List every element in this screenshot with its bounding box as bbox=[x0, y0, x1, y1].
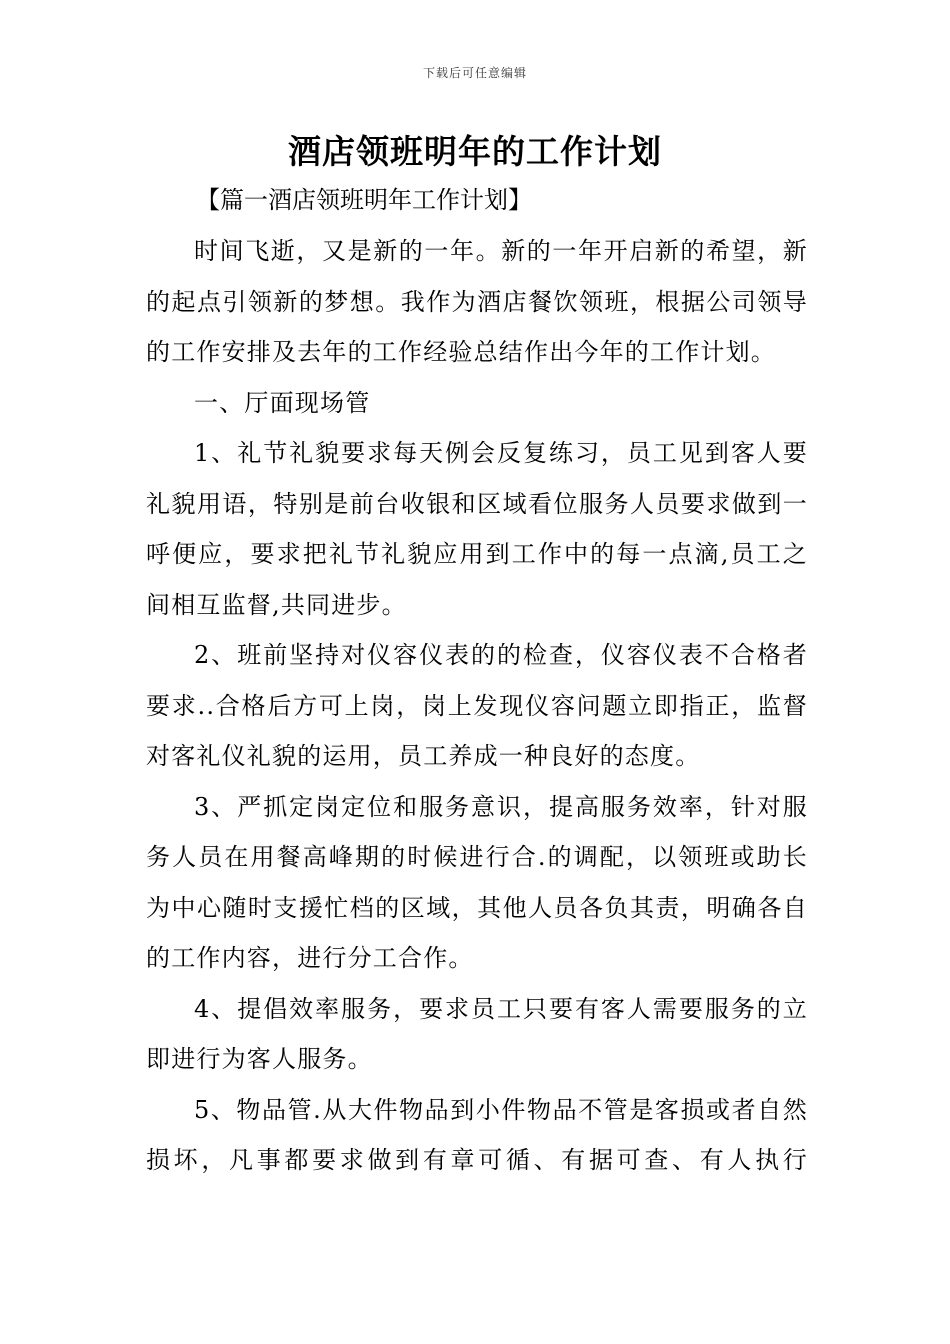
paragraph-item-1: 1、礼节礼貌要求每天例会反复练习，员工见到客人要礼貌用语，特别是前台收银和区域看位服务人员要求做到一呼便应，要求把礼节礼貌应用到工作中的每一点滴,员工之间相互监督,共同进步。 bbox=[146, 439, 808, 619]
section-subtitle: 【篇一酒店领班明年工作计划】 bbox=[196, 186, 532, 214]
paragraph-item-4: 4、提倡效率服务，要求员工只要有客人需要服务的立即进行为客人服务。 bbox=[146, 994, 808, 1073]
paragraph-item-2: 2、班前坚持对仪容仪表的的检查，仪容仪表不合格者要求..合格后方可上岗，岗上发现仪容问题立即指正，监督对客礼仪礼貌的运用，员工养成一种良好的态度。 bbox=[146, 641, 808, 770]
paragraph-item-3: 3、严抓定岗定位和服务意识，提高服务效率，针对服务人员在用餐高峰期的时候进行合.的调配，以领班或助长为中心随时支援忙档的区域，其他人员各负其责，明确各自的工作内容，进行分工合作。 bbox=[146, 792, 808, 972]
paragraph-item-5: 5、物品管.从大件物品到小件物品不管是客损或者自然损坏，凡事都要求做到有章可循、有据可查、有人执行 bbox=[146, 1095, 808, 1174]
paragraph-section-heading: 一、厅面现场管 bbox=[194, 388, 371, 417]
document-body bbox=[146, 226, 808, 1186]
document-title: 酒店领班明年的工作计划 bbox=[288, 132, 662, 171]
paragraph-intro: 时间飞逝，又是新的一年。新的一年开启新的希望，新的起点引领新的梦想。我作为酒店餐饮领班，根据公司领导的工作安排及去年的工作经验总结作出今年的工作计划。 bbox=[146, 237, 808, 366]
header-note: 下载后可任意编辑 bbox=[422, 66, 527, 80]
